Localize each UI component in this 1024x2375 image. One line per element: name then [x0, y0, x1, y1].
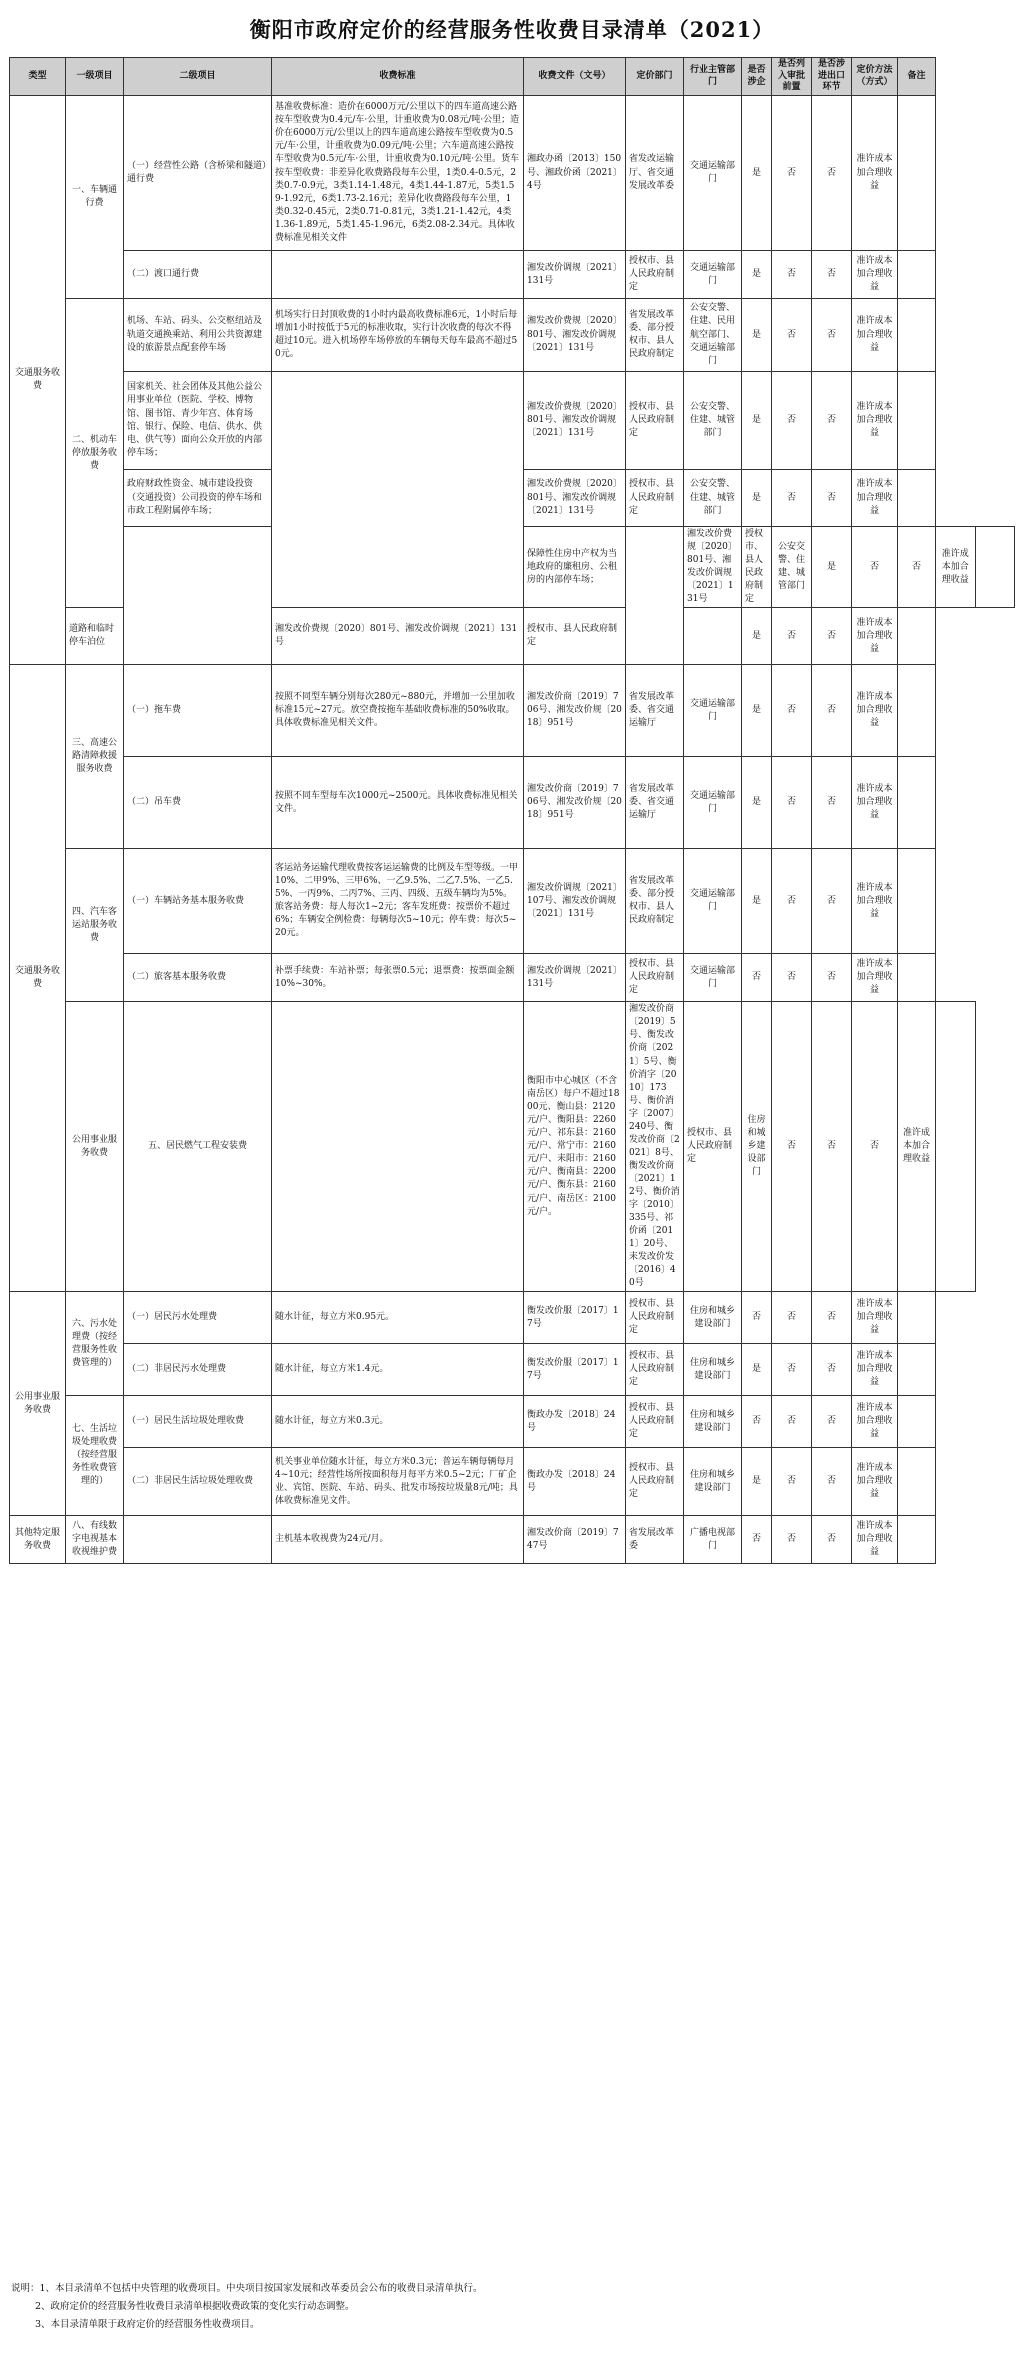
cell-industry: 住房和城乡建设部门 — [684, 1292, 742, 1344]
fee-table — [9, 57, 1015, 1564]
cell-doc: 衡发改价服〔2017〕17号 — [524, 1292, 626, 1344]
cell-dept: 省发改运输厅、省交通发展改革委 — [626, 96, 684, 251]
cell-gov: 否 — [772, 608, 812, 665]
cell-exit: 否 — [812, 372, 852, 470]
cell-industry: 住房和城乡建设部门 — [684, 1396, 742, 1448]
cell-exit: 否 — [812, 1292, 852, 1344]
cell-enterprise: 否 — [742, 954, 772, 1002]
cell-remark — [898, 1448, 936, 1516]
cell-level1: 六、污水处理费（按经营服务性收费管理的） — [66, 1292, 124, 1396]
cell-doc: 湘发改价费规〔2020〕801号、湘发改价调规〔2021〕131号 — [684, 527, 742, 608]
cell-exit: 否 — [898, 527, 936, 608]
cell-industry: 住房和城乡建设部门 — [742, 1002, 772, 1292]
cell-standard — [626, 527, 684, 665]
cell-exit: 否 — [812, 299, 852, 372]
header-doc: 收费文件（文号） — [524, 58, 626, 96]
cell-level2 — [124, 1516, 272, 1564]
cell-standard: 按照不同型车辆分别每次280元~880元，并增加一公里加收标准15元~27元。放空费按拖车基础收费标准的50%收取。具体收费标准见相关文件。 — [272, 665, 524, 757]
cell-industry: 公安交警、住建、城管部门 — [684, 470, 742, 527]
cell-doc: 衡政办发〔2018〕24号 — [524, 1396, 626, 1448]
cell-exit: 否 — [812, 251, 852, 299]
cell-enterprise: 是 — [742, 251, 772, 299]
cell-dept: 授权市、县人民政府制定 — [626, 470, 684, 527]
cell-remark — [898, 757, 936, 849]
cell-level1: 七、生活垃圾处理收费（按经营服务性收费管理的） — [66, 1396, 124, 1516]
cell-exit: 否 — [812, 1396, 852, 1448]
cell-standard: 机场实行日封顶收费的1小时内最高收费标准6元，1小时后每增加1小时按低于5元的标准收取，实行计次收费的每次不得超过10元。进入机场停车场停放的车辆每天每车最高不超过50元。 — [272, 299, 524, 372]
header-type: 类型 — [10, 58, 66, 96]
header-level2: 二级项目 — [124, 58, 272, 96]
cell-method: 准许成本加合理收益 — [852, 299, 898, 372]
cell-doc: 湘发改价商〔2019〕706号、湘发改价规〔2018〕951号 — [524, 757, 626, 849]
cell-exit: 否 — [812, 954, 852, 1002]
cell-gov: 否 — [772, 1396, 812, 1448]
cell-industry: 公安交警、住建、城管部门 — [772, 527, 812, 608]
cell-level2: （二）非居民生活垃圾处理收费 — [124, 1448, 272, 1516]
table-row — [10, 1344, 1015, 1396]
cell-method: 准许成本加合理收益 — [852, 251, 898, 299]
cell-enterprise: 是 — [742, 470, 772, 527]
header-dept: 定价部门 — [626, 58, 684, 96]
cell-remark — [898, 849, 936, 954]
cell-gov: 否 — [772, 1516, 812, 1564]
cell-method: 准许成本加合理收益 — [852, 1448, 898, 1516]
cell-industry: 交通运输部门 — [684, 96, 742, 251]
cell-remark — [898, 1292, 936, 1344]
cell-exit: 否 — [812, 470, 852, 527]
cell-industry: 交通运输部门 — [684, 665, 742, 757]
cell-enterprise: 是 — [742, 608, 772, 665]
cell-method: 准许成本加合理收益 — [852, 470, 898, 527]
cell-gov: 否 — [772, 470, 812, 527]
cell-dept: 授权市、县人民政府制定 — [626, 1448, 684, 1516]
cell-dept: 授权市、县人民政府制定 — [626, 1344, 684, 1396]
cell-enterprise: 是 — [812, 527, 852, 608]
cell-industry: 交通运输部门 — [684, 757, 742, 849]
cell-dept: 授权市、县人民政府制定 — [684, 1002, 742, 1292]
cell-standard: 按照不同车型每车次1000元~2500元。具体收费标准见相关文件。 — [272, 757, 524, 849]
cell-dept: 授权市、县人民政府制定 — [626, 954, 684, 1002]
cell-dept: 授权市、县人民政府制定 — [626, 1292, 684, 1344]
cell-dept: 省发展改革委、部分授权市、县人民政府制定 — [626, 299, 684, 372]
cell-enterprise: 否 — [742, 1396, 772, 1448]
cell-doc: 衡发改价服〔2017〕17号 — [524, 1344, 626, 1396]
cell-type: 交通服务收费 — [10, 665, 66, 1292]
cell-method: 准许成本加合理收益 — [898, 1002, 936, 1292]
cell-enterprise: 是 — [742, 665, 772, 757]
cell-exit: 否 — [812, 1344, 852, 1396]
cell-enterprise: 是 — [742, 757, 772, 849]
table-row — [10, 1396, 1015, 1448]
cell-doc: 湘发改价费规〔2020〕801号、湘发改价调规〔2021〕131号 — [524, 299, 626, 372]
cell-level1: 四、汽车客运站服务收费 — [66, 849, 124, 1002]
table-row — [10, 757, 1015, 849]
cell-enterprise: 是 — [742, 96, 772, 251]
cell-industry: 住房和城乡建设部门 — [684, 1344, 742, 1396]
cell-doc: 湘发改价商〔2019〕747号 — [524, 1516, 626, 1564]
cell-doc: 湘发改价调规〔2021〕107号、湘发改价调规〔2021〕131号 — [524, 849, 626, 954]
cell-gov: 否 — [772, 665, 812, 757]
cell-level2: （一）车辆站务基本服务收费 — [124, 849, 272, 954]
cell-gov: 否 — [772, 1292, 812, 1344]
cell-standard: 主机基本收视费为24元/月。 — [272, 1516, 524, 1564]
cell-remark — [898, 1396, 936, 1448]
table-row — [10, 251, 1015, 299]
header-industry: 行业主管部门 — [684, 58, 742, 96]
cell-level1: 一、车辆通行费 — [66, 96, 124, 299]
cell-level2: （二）非居民污水处理费 — [124, 1344, 272, 1396]
cell-exit: 否 — [812, 665, 852, 757]
cell-method: 准许成本加合理收益 — [852, 1396, 898, 1448]
cell-type: 交通服务收费 — [10, 96, 66, 665]
cell-enterprise: 是 — [742, 1344, 772, 1396]
cell-dept: 省发展改革委、省交通运输厅 — [626, 665, 684, 757]
cell-dept: 授权市、县人民政府制定 — [626, 372, 684, 470]
cell-industry: 公安交警、住建、城管部门 — [684, 372, 742, 470]
cell-enterprise: 否 — [772, 1002, 812, 1292]
cell-gov: 否 — [772, 96, 812, 251]
header-level1: 一级项目 — [66, 58, 124, 96]
cell-remark — [975, 527, 1015, 608]
cell-method: 准许成本加合理收益 — [852, 954, 898, 1002]
table-row — [10, 849, 1015, 954]
cell-level2: （二）旅客基本服务收费 — [124, 954, 272, 1002]
cell-level2 — [272, 1002, 524, 1292]
cell-remark — [898, 470, 936, 527]
cell-remark — [898, 372, 936, 470]
table-row — [10, 1002, 1015, 1292]
cell-standard: 随水计征，每立方米0.95元。 — [272, 1292, 524, 1344]
cell-exit: 否 — [852, 1002, 898, 1292]
cell-doc: 湘发改价商〔2019〕5号、衡发改价商〔2021〕5号、衡价消字〔2010〕173号、衡价消字〔2007〕240号、衡发改价商〔2021〕8号、衡发改价商〔2021〕12号、衡价消字〔2010〕335号、祁价函〔2011〕20号、耒发改价发〔2016〕40号 — [626, 1002, 684, 1292]
cell-dept: 授权市、县人民政府制定 — [626, 1396, 684, 1448]
cell-method: 准许成本加合理收益 — [852, 757, 898, 849]
cell-enterprise: 否 — [742, 1516, 772, 1564]
cell-industry: 公安交警、住建、民用航空部门、交通运输部门 — [684, 299, 742, 372]
cell-gov: 否 — [772, 299, 812, 372]
cell-level2: （一）居民污水处理费 — [124, 1292, 272, 1344]
cell-level2: 机场、车站、码头、公交枢纽站及轨道交通换乘站、利用公共资源建设的旅游景点配套停车场 — [124, 299, 272, 372]
cell-gov: 否 — [772, 954, 812, 1002]
header-gov: 是否列入审批前置 — [772, 58, 812, 96]
cell-dept: 省发展改革委、省交通运输厅 — [626, 757, 684, 849]
cell-standard: 衡阳市中心城区（不含南岳区）每户不超过1800元、衡山县：2120元/户、衡阳县：2260元/户、祁东县：2160元/户、常宁市：2160元/户、耒阳市：2160元/户、衡南县：2200元/户、衡东县：2160元/户、南岳区：2100元/户。 — [524, 1002, 626, 1292]
header-standard: 收费标准 — [272, 58, 524, 96]
cell-gov: 否 — [772, 1448, 812, 1516]
cell-level1 — [124, 527, 272, 665]
cell-enterprise: 否 — [742, 1292, 772, 1344]
cell-level2: 政府财政性资金、城市建设投资（交通投资）公司投资的停车场和市政工程附属停车场； — [124, 470, 272, 527]
table-row — [10, 372, 1015, 470]
table-row — [10, 1448, 1015, 1516]
cell-exit: 否 — [812, 849, 852, 954]
cell-gov: 否 — [772, 372, 812, 470]
cell-method: 准许成本加合理收益 — [936, 527, 976, 608]
cell-method: 准许成本加合理收益 — [852, 665, 898, 757]
cell-type: 公用事业服务收费 — [66, 1002, 124, 1292]
cell-remark — [936, 1002, 976, 1292]
cell-level2: （二）渡口通行费 — [124, 251, 272, 299]
page-title: 衡阳市政府定价的经营服务性收费目录清单（2021） — [249, 17, 775, 42]
cell-method: 准许成本加合理收益 — [852, 1516, 898, 1564]
table-row — [10, 954, 1015, 1002]
cell-gov: 否 — [812, 1002, 852, 1292]
cell-type: 公用事业服务收费 — [10, 1292, 66, 1516]
cell-doc: 衡政办发〔2018〕24号 — [524, 1448, 626, 1516]
cell-enterprise: 是 — [742, 299, 772, 372]
header-enterprise: 是否涉企 — [742, 58, 772, 96]
table-body — [10, 96, 1015, 1564]
cell-exit: 否 — [812, 757, 852, 849]
cell-standard — [272, 251, 524, 299]
cell-doc: 湘发改价费规〔2020〕801号、湘发改价调规〔2021〕131号 — [524, 470, 626, 527]
cell-remark — [898, 299, 936, 372]
cell-remark — [898, 608, 936, 665]
cell-level2: 保障性住房中产权为当地政府的廉租房、公租房的内部停车场； — [524, 527, 626, 608]
cell-level2: （一）居民生活垃圾处理收费 — [124, 1396, 272, 1448]
cell-remark — [898, 1516, 936, 1564]
cell-standard: 客运站务运输代理收费按客运运输费的比例及车型等级。一甲10%、二甲9%、三甲6%、一乙9.5%、二乙7.5%、一乙5.5%、一丙9%、二丙7%、三丙、四级、五级车辆均为5%。旅客站务费：每人每次1~2元；客车发班费：按票价不超过6%；车辆安全例检费：每辆每次5~10元；停车费：每次5~20元。 — [272, 849, 524, 954]
header-exit: 是否涉进出口环节 — [812, 58, 852, 96]
cell-dept: 授权市、县人民政府制定 — [626, 251, 684, 299]
cell-dept: 省发展改革委 — [626, 1516, 684, 1564]
note-3: 3、本目录清单限于政府定价的经营服务性收费项目。 — [35, 2319, 260, 2331]
cell-industry: 交通运输部门 — [684, 849, 742, 954]
cell-gov: 否 — [772, 1344, 812, 1396]
cell-remark — [898, 665, 936, 757]
notes — [9, 2280, 1015, 2334]
cell-remark — [898, 954, 936, 1002]
cell-exit: 否 — [812, 608, 852, 665]
cell-doc: 湘政办函〔2013〕150号、湘政价函〔2021〕4号 — [524, 96, 626, 251]
cell-method: 准许成本加合理收益 — [852, 1344, 898, 1396]
cell-standard: 机关事业单位随水计征，每立方米0.3元；普运车辆每辆每月4~10元；经营性场所按面积每月每平方米0.5~2元；厂矿企业、宾馆、医院、车站、码头、批发市场按垃圾量8元/吨；具体收费标准见文件。 — [272, 1448, 524, 1516]
cell-remark — [898, 251, 936, 299]
cell-level2: 道路和临时停车泊位 — [66, 608, 124, 665]
cell-enterprise: 是 — [742, 372, 772, 470]
header-remark: 备注 — [898, 58, 936, 96]
cell-level1: 八、有线数字电视基本收视维护费 — [66, 1516, 124, 1564]
cell-standard: 基准收费标准：造价在6000万元/公里以下的四车道高速公路按车型收费为0.4元/车·公里，计重收费为0.08元/吨·公里；造价在6000万元/公里以上的四车道高速公路按车型收费为0.5元/车·公里，计重收费为0.09元/吨·公里；六车道高速公路按车型收费为0.5元/车·公里，计重收费为0.10元/吨·公里。货车按车型收费：非差异化收费路段每车公里，1类0.4-0.5元，2类0.7-0.9元，3类1.14-1.48元，4类1.44-1.87元，5类1.59-1.92元，6类1.73-2.16元；差异化收费路段每车公里，1类0.32-0.45元，2类0.71-0.81元，3类1.21-1.42元，4类1.36-1.89元，5类1.45-1.96元，6类2.08-2.34元。具体收费标准见相关文件 — [272, 96, 524, 251]
cell-industry: 交通运输部门 — [684, 954, 742, 1002]
cell-industry — [684, 608, 742, 665]
cell-doc: 湘发改价费规〔2020〕801号、湘发改价调规〔2021〕131号 — [524, 372, 626, 470]
cell-level2: 国家机关、社会团体及其他公益公用事业单位（医院、学校、博物馆、图书馆、青少年宫、体育场馆、银行、保险、电信、供水、供电、供气等）面向公众开放的内部停车场； — [124, 372, 272, 470]
header-method: 定价方法（方式） — [852, 58, 898, 96]
cell-standard: 补票手续费：车站补票；每张票0.5元；退票费：按票面金额10%~30%。 — [272, 954, 524, 1002]
cell-remark — [898, 1344, 936, 1396]
cell-method: 准许成本加合理收益 — [852, 96, 898, 251]
table-header-row — [10, 58, 1015, 96]
cell-level2: （一）拖车费 — [124, 665, 272, 757]
table-row — [10, 665, 1015, 757]
cell-dept: 授权市、县人民政府制定 — [742, 527, 772, 608]
cell-dept: 省发展改革委、部分授权市、县人民政府制定 — [626, 849, 684, 954]
cell-standard — [272, 372, 524, 608]
note-1: 说明：1、本目录清单不包括中央管理的收费项目。中央项目按国家发展和改革委员会公布的收费目录清单执行。 — [11, 2283, 483, 2294]
cell-gov: 否 — [772, 849, 812, 954]
cell-gov: 否 — [772, 251, 812, 299]
cell-industry: 广播电视部门 — [684, 1516, 742, 1564]
cell-exit: 否 — [812, 1516, 852, 1564]
cell-remark — [898, 96, 936, 251]
cell-level1: 三、高速公路清障救援服务收费 — [66, 665, 124, 849]
cell-standard: 随水计征，每立方米1.4元。 — [272, 1344, 524, 1396]
cell-method: 准许成本加合理收益 — [852, 372, 898, 470]
cell-doc: 湘发改价商〔2019〕706号、湘发改价规〔2018〕951号 — [524, 665, 626, 757]
cell-exit: 否 — [812, 96, 852, 251]
cell-method: 准许成本加合理收益 — [852, 1292, 898, 1344]
cell-enterprise: 是 — [742, 1448, 772, 1516]
cell-doc: 湘发改价费规〔2020〕801号、湘发改价调规〔2021〕131号 — [272, 608, 524, 665]
cell-gov: 否 — [772, 757, 812, 849]
cell-level2: （一）经营性公路（含桥梁和隧道）通行费 — [124, 96, 272, 251]
cell-type: 其他特定服务收费 — [10, 1516, 66, 1564]
cell-industry: 交通运输部门 — [684, 251, 742, 299]
cell-doc: 湘发改价调规〔2021〕131号 — [524, 954, 626, 1002]
cell-level1: 五、居民燃气工程安装费 — [124, 1002, 272, 1292]
cell-industry: 住房和城乡建设部门 — [684, 1448, 742, 1516]
table-row — [10, 1292, 1015, 1344]
cell-gov: 否 — [852, 527, 898, 608]
cell-method: 准许成本加合理收益 — [852, 608, 898, 665]
cell-enterprise: 是 — [742, 849, 772, 954]
table-row — [10, 96, 1015, 251]
cell-dept: 授权市、县人民政府制定 — [524, 608, 626, 665]
cell-level1: 二、机动车停放服务收费 — [66, 299, 124, 608]
note-2: 2、政府定价的经营服务性收费目录清单根据收费政策的变化实行动态调整。 — [35, 2301, 355, 2313]
cell-method: 准许成本加合理收益 — [852, 849, 898, 954]
table-row — [10, 1516, 1015, 1564]
cell-exit: 否 — [812, 1448, 852, 1516]
cell-level2: （二）吊车费 — [124, 757, 272, 849]
cell-doc: 湘发改价调规〔2021〕131号 — [524, 251, 626, 299]
cell-standard: 随水计征，每立方米0.3元。 — [272, 1396, 524, 1448]
table-row — [10, 299, 1015, 372]
